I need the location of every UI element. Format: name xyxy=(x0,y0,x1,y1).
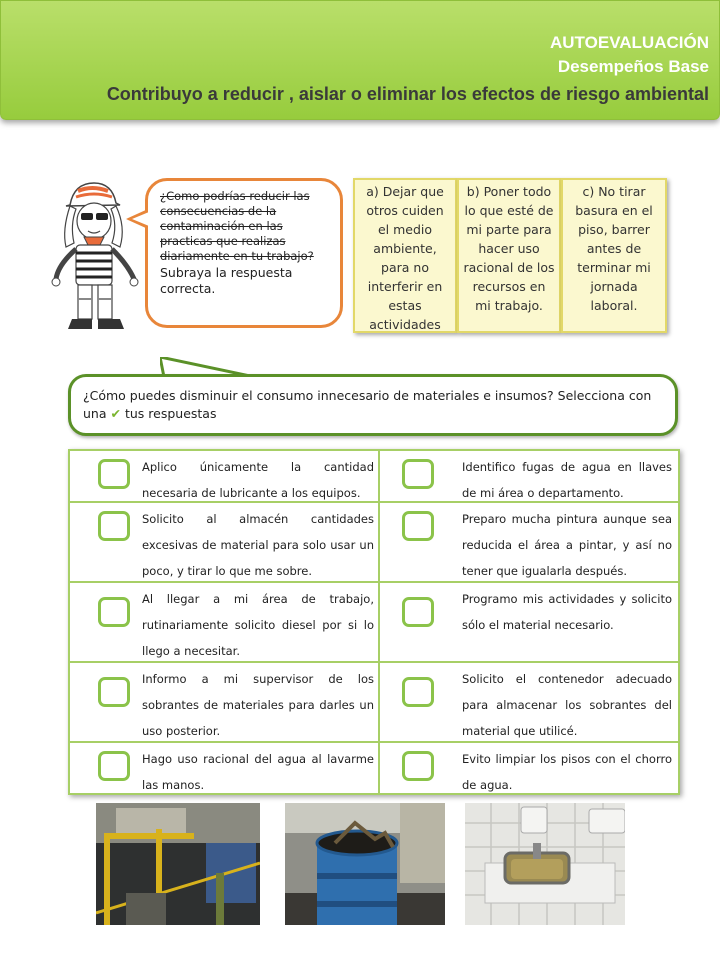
table-row xyxy=(70,583,678,663)
checkbox[interactable] xyxy=(98,751,130,781)
checklist-table xyxy=(68,449,680,795)
checklist-cell xyxy=(70,663,380,741)
checklist-cell xyxy=(70,583,380,661)
checkbox[interactable] xyxy=(402,677,434,707)
question1-text: ¿Como podrías reducir las consecuencias de la contaminación en las practicas que realizas diariamente en tu trabajo? xyxy=(160,189,314,263)
checkbox[interactable] xyxy=(98,459,130,489)
checklist-item-text: Solicito al almacén cantidades excesivas de material para solo usar un poco, y tirar lo que me sobre. xyxy=(142,512,374,578)
checklist-cell xyxy=(380,583,678,661)
checklist-item-text: Preparo mucha pintura aunque sea reducida el área a pintar, y así no tener que igualarla después. xyxy=(462,512,672,578)
checklist-cell xyxy=(380,663,678,741)
checklist-cell xyxy=(70,743,380,793)
checkbox[interactable] xyxy=(402,459,434,489)
page-subtitle: Desempeños Base xyxy=(557,57,709,76)
checkmark-icon: ✔ xyxy=(110,406,121,421)
checklist-item-text: Programo mis actividades y solicito sólo el material necesario. xyxy=(462,592,672,632)
option-b[interactable]: b) Poner todo lo que esté de mi parte para hacer uso racional de los recursos en mi trabajo. xyxy=(457,178,561,333)
checklist-item-text: Evito limpiar los pisos con el chorro de agua. xyxy=(462,752,672,792)
checklist-cell xyxy=(380,451,678,501)
checkbox[interactable] xyxy=(402,597,434,627)
checkbox[interactable] xyxy=(402,511,434,541)
checkbox[interactable] xyxy=(98,677,130,707)
question2-text: ¿Cómo puedes disminuir el consumo innecesario de materiales e insumos? Selecciona con una ✔ tus respuestas xyxy=(83,388,652,421)
checklist-cell xyxy=(70,451,380,501)
checkbox[interactable] xyxy=(98,597,130,627)
page-title: AUTOEVALUACIÓN xyxy=(550,33,709,52)
oil-drum-photo xyxy=(285,803,445,925)
option-a[interactable]: a) Dejar que otros cuiden el medio ambiente, para no interferir en estas actividades xyxy=(353,178,457,333)
option-c[interactable]: c) No tirar basura en el piso, barrer antes de terminar mi jornada laboral. xyxy=(561,178,667,333)
page-heading: Contribuyo a reducir , aislar o eliminar los efectos de riesgo ambiental xyxy=(106,84,709,104)
checklist-item-text: Al llegar a mi área de trabajo, rutinariamente solicito diesel por si lo llego a necesitar. xyxy=(142,592,374,658)
worker-illustration-icon xyxy=(48,175,140,335)
table-row xyxy=(70,743,678,793)
table-row xyxy=(70,451,678,503)
checklist-item-text: Aplico únicamente la cantidad necesaria de lubricante a los equipos. xyxy=(142,460,374,500)
table-row xyxy=(70,663,678,743)
checkbox[interactable] xyxy=(98,511,130,541)
question1-instruction: Subraya la respuesta correcta. xyxy=(160,265,293,296)
question2-bubble xyxy=(68,374,678,436)
checklist-cell xyxy=(380,503,678,581)
checklist-item-text: Solicito el contenedor adecuado para almacenar los sobrantes del material que utilicé. xyxy=(462,672,672,738)
checkbox[interactable] xyxy=(402,751,434,781)
checklist-cell xyxy=(380,743,678,793)
header-banner xyxy=(0,0,720,120)
table-row xyxy=(70,503,678,583)
checklist-item-text: Identifico fugas de agua en llaves de mi área o departamento. xyxy=(462,460,672,500)
checklist-item-text: Informo a mi supervisor de los sobrantes de materiales para darles un uso posterior. xyxy=(142,672,374,738)
question1-bubble xyxy=(145,178,343,328)
industrial-plant-photo xyxy=(96,803,260,925)
sink-photo xyxy=(465,803,625,925)
checklist-cell xyxy=(70,503,380,581)
checklist-item-text: Hago uso racional del agua al lavarme las manos. xyxy=(142,752,374,792)
